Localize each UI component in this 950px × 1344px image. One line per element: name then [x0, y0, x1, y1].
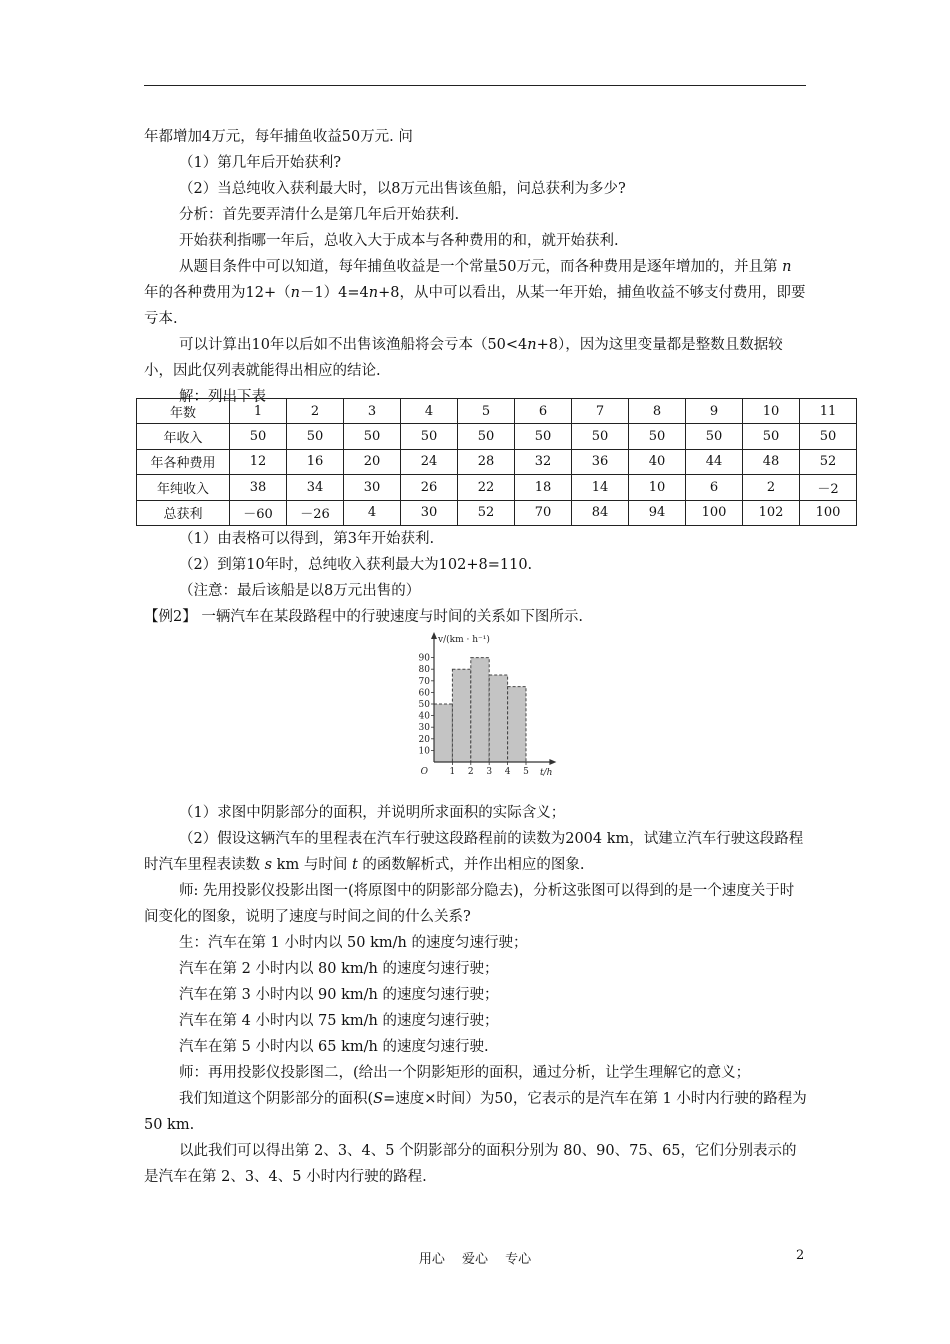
footer-motto: 用心 爱心 专心	[418, 1252, 532, 1267]
table-cell: 5	[458, 399, 515, 424]
table-row	[137, 399, 857, 424]
table-cell: 2	[743, 475, 800, 500]
y-tick-label: 70	[418, 676, 430, 687]
table-cell: 10	[743, 399, 800, 424]
y-tick-label: 30	[418, 723, 430, 734]
table-cell: 36	[572, 449, 629, 474]
table-cell: －2	[800, 475, 857, 500]
y-tick-label: 80	[418, 665, 430, 676]
y-tick-label: 60	[418, 688, 430, 699]
bar	[508, 687, 526, 762]
student-line: 汽车在第 2 小时内以 80 km/h 的速度匀速行驶；	[179, 961, 499, 977]
table-cell: 48	[743, 449, 800, 474]
answer-2: （2）到第10年时，总纯收入获利最大为102+8=110.	[179, 557, 533, 573]
table-cell: 6	[686, 475, 743, 500]
y-axis-label: v/(km · h⁻¹)	[438, 635, 490, 645]
paragraph: 可以计算出10年以后如不出售该渔船将会亏本（50<4n+8），因为这里变量都是整数且数据较小，因此仅列表就能得出相应的结论.	[144, 337, 783, 379]
student-line: 汽车在第 4 小时内以 75 km/h 的速度匀速行驶；	[179, 1013, 499, 1029]
y-tick-label: 10	[418, 746, 430, 757]
table-cell: 26	[401, 475, 458, 500]
y-tick-label: 90	[418, 653, 430, 664]
x-axis-arrow	[549, 759, 556, 765]
paragraph: 年都增加4万元，每年捕鱼收益50万元. 问	[144, 129, 413, 145]
table-cell: 50	[515, 424, 572, 449]
table-cell: 84	[572, 500, 629, 525]
analysis: 分析：首先要弄清什么是第几年后开始获利.	[179, 207, 460, 223]
table-row	[137, 500, 857, 525]
table-cell: 70	[515, 500, 572, 525]
question-1: （1）求图中阴影部分的面积，并说明所求面积的实际含义；	[179, 805, 566, 821]
table-cell: 20	[344, 449, 401, 474]
table-cell: 50	[230, 424, 287, 449]
table-cell: 8	[629, 399, 686, 424]
table-cell: －26	[287, 500, 344, 525]
example-2-heading: 【例2】 一辆汽车在某段路程中的行驶速度与时间的关系如下图所示.	[144, 609, 583, 625]
table-cell: 34	[287, 475, 344, 500]
table-cell: 94	[629, 500, 686, 525]
x-tick-label: 5	[523, 767, 529, 777]
y-tick-label: 20	[418, 734, 430, 745]
table-cell: 50	[344, 424, 401, 449]
table-cell: 30	[344, 475, 401, 500]
row-header: 年数	[137, 399, 230, 424]
x-tick-label: 1	[449, 767, 456, 777]
y-tick-label: 40	[418, 711, 430, 722]
table-cell: 50	[686, 424, 743, 449]
answer-1: （1）由表格可以得到，第3年开始获利.	[179, 531, 435, 547]
table-cell: 2	[287, 399, 344, 424]
student-line: 汽车在第 5 小时内以 65 km/h 的速度匀速行驶.	[179, 1039, 489, 1055]
question-2: （2）假设这辆汽车的里程表在汽车行驶这段路程前的读数为2004 km，试建立汽车行驶这段路程时汽车里程表读数 s km 与时间 t 的函数解析式，并作出相应的图象.	[144, 831, 804, 873]
table-cell: 100	[686, 500, 743, 525]
table-cell: 7	[572, 399, 629, 424]
paragraph: 从题目条件中可以知道，每年捕鱼收益是一个常量50万元，而各种费用是逐年增加的，并且第 n 年的各种费用为12+（n－1）4=4n+8，从中可以看出，从某一年开始，捕鱼收益不够支付费用，即要亏本.	[144, 259, 806, 327]
paragraph: 开始获利指哪一年后，总收入大于成本与各种费用的和，就开始获利.	[179, 233, 619, 249]
y-axis-arrow	[431, 632, 437, 639]
bar	[452, 669, 470, 762]
table-cell: 50	[287, 424, 344, 449]
x-tick-label: 2	[467, 767, 474, 777]
x-axis-label: t/h	[539, 768, 553, 778]
table-cell: 14	[572, 475, 629, 500]
table-cell: 30	[401, 500, 458, 525]
table-cell: 4	[401, 399, 458, 424]
table-cell: 11	[800, 399, 857, 424]
paragraph: 以此我们可以得出第 2、3、4、5 个阴影部分的面积分别为 80、90、75、65，它们分别表示的是汽车在第 2、3、4、5 小时内行驶的路程.	[144, 1143, 797, 1185]
table-cell: 50	[458, 424, 515, 449]
teacher-line: 师：再用投影仪投影图二，(给出一个阴影矩形的面积，通过分析，让学生理解它的意义；	[179, 1065, 751, 1081]
table-cell: 9	[686, 399, 743, 424]
page-number: 2	[796, 1248, 805, 1263]
paragraph: 我们知道这个阴影部分的面积(S=速度×时间）为50，它表示的是汽车在第 1 小时内行驶的路程为 50 km.	[144, 1091, 807, 1133]
paragraph-block-1	[144, 124, 808, 410]
bar	[471, 658, 489, 762]
table-cell: 18	[515, 475, 572, 500]
table-cell: 50	[800, 424, 857, 449]
speed-time-chart	[415, 622, 575, 782]
question-1: （1）第几年后开始获利?	[179, 155, 341, 171]
row-header: 年收入	[137, 424, 230, 449]
data-table	[136, 398, 857, 526]
table-cell: 50	[401, 424, 458, 449]
table-cell: －60	[230, 500, 287, 525]
teacher-line: 师: 先用投影仪投影出图一(将原图中的阴影部分隐去)，分析这张图可以得到的是一个速度关于时间变化的图象，说明了速度与时间之间的什么关系?	[144, 883, 795, 925]
table-cell: 1	[230, 399, 287, 424]
table-cell: 24	[401, 449, 458, 474]
table-cell: 6	[515, 399, 572, 424]
origin-label: O	[420, 767, 428, 777]
table-row	[137, 475, 857, 500]
row-header: 年纯收入	[137, 475, 230, 500]
y-tick-label: 50	[418, 700, 430, 710]
note: （注意：最后该船是以8万元出售的）	[179, 583, 421, 599]
header-rule	[144, 85, 806, 86]
table-cell: 3	[344, 399, 401, 424]
x-tick-label: 4	[504, 767, 511, 777]
table-cell: 50	[629, 424, 686, 449]
table-cell: 12	[230, 449, 287, 474]
table-cell: 50	[572, 424, 629, 449]
bar	[489, 675, 507, 762]
table-cell: 4	[344, 500, 401, 525]
table-cell: 40	[629, 449, 686, 474]
table-cell: 44	[686, 449, 743, 474]
table-row	[137, 424, 857, 449]
paragraph-block-3	[144, 800, 808, 1190]
table-cell: 32	[515, 449, 572, 474]
table-row	[137, 449, 857, 474]
solution-label: 解：列出下表	[179, 389, 266, 405]
table-cell: 52	[458, 500, 515, 525]
table-cell: 52	[800, 449, 857, 474]
x-tick-label: 3	[486, 767, 493, 777]
table-cell: 50	[743, 424, 800, 449]
student-line: 汽车在第 3 小时内以 90 km/h 的速度匀速行驶；	[179, 987, 499, 1003]
bar	[434, 704, 452, 762]
table-cell: 10	[629, 475, 686, 500]
question-2: （2）当总纯收入获利最大时，以8万元出售该鱼船，问总获利为多少?	[179, 181, 626, 197]
paragraph-block-2	[144, 526, 808, 630]
table-cell: 22	[458, 475, 515, 500]
profit-table	[136, 398, 857, 526]
table-cell: 28	[458, 449, 515, 474]
table-cell: 102	[743, 500, 800, 525]
table-cell: 38	[230, 475, 287, 500]
student-line: 生：汽车在第 1 小时内以 50 km/h 的速度匀速行驶；	[179, 935, 528, 951]
table-cell: 16	[287, 449, 344, 474]
row-header: 总获利	[137, 500, 230, 525]
row-header: 年各种费用	[137, 449, 230, 474]
table-cell: 100	[800, 500, 857, 525]
